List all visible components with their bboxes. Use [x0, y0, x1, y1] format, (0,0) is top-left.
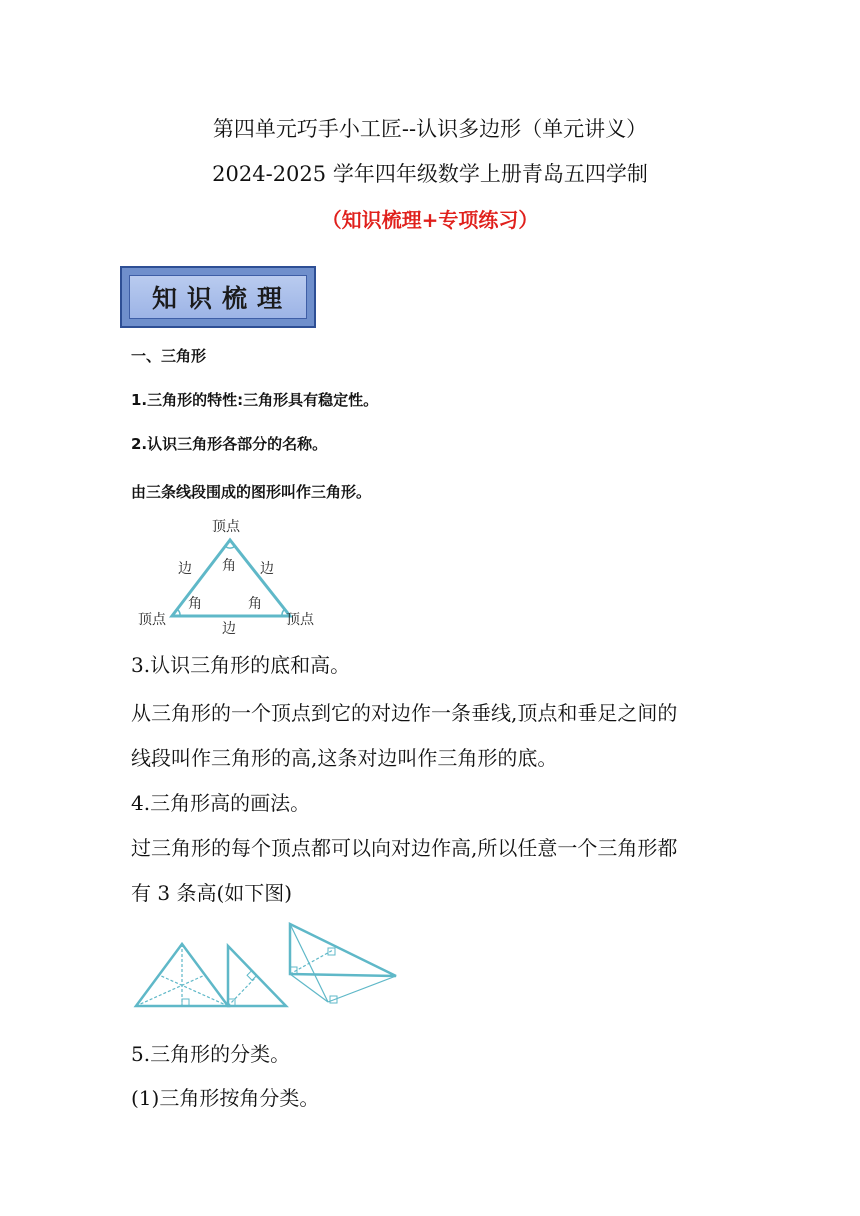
- item-2-definition: 由三条线段围成的图形叫作三角形。: [131, 483, 372, 501]
- item-4-line-1: 过三角形的每个顶点都可以向对边作高,所以任意一个三角形都: [131, 836, 678, 860]
- item-4-line-2: 有 3 条高(如下图): [131, 881, 293, 905]
- section-banner: [120, 266, 316, 328]
- label-angle-top: 角: [222, 558, 236, 574]
- section-banner-label: 知识梳理: [129, 275, 307, 319]
- doc-subtitle: 2024-2025 学年四年级数学上册青岛五四学制: [212, 162, 648, 186]
- item-3-line-1: 从三角形的一个顶点到它的对边作一条垂线,顶点和垂足之间的: [131, 701, 678, 725]
- item-1: 1.三角形的特性:三角形具有稳定性。: [131, 391, 379, 409]
- label-angle-left: 角: [188, 596, 202, 612]
- label-vertex-top: 顶点: [212, 519, 240, 535]
- label-angle-right: 角: [248, 596, 262, 612]
- label-side-right: 边: [260, 561, 274, 577]
- label-vertex-left: 顶点: [138, 612, 166, 628]
- label-side-bottom: 边: [222, 621, 236, 637]
- label-side-left: 边: [178, 561, 192, 577]
- section-heading-triangle: 一、三角形: [131, 347, 207, 365]
- triangle-parts-figure: [130, 512, 330, 638]
- angle-mark-top: [225, 546, 235, 548]
- item-3-line-2: 线段叫作三角形的高,这条对边叫作三角形的底。: [131, 746, 558, 770]
- doc-title: 第四单元巧手小工匠--认识多边形（单元讲义）: [212, 117, 648, 141]
- item-5: 5.三角形的分类。: [131, 1042, 291, 1066]
- triangle-altitudes-figure: [132, 920, 402, 1012]
- doc-subtitle-red: （知识梳理+专项练习）: [321, 208, 539, 232]
- item-2: 2.认识三角形各部分的名称。: [131, 435, 328, 453]
- item-3: 3.认识三角形的底和高。: [131, 653, 351, 677]
- item-5-sub-1: (1)三角形按角分类。: [131, 1086, 320, 1110]
- label-vertex-right: 顶点: [286, 612, 314, 628]
- item-4: 4.三角形高的画法。: [131, 791, 311, 815]
- triangle-c: [290, 924, 396, 976]
